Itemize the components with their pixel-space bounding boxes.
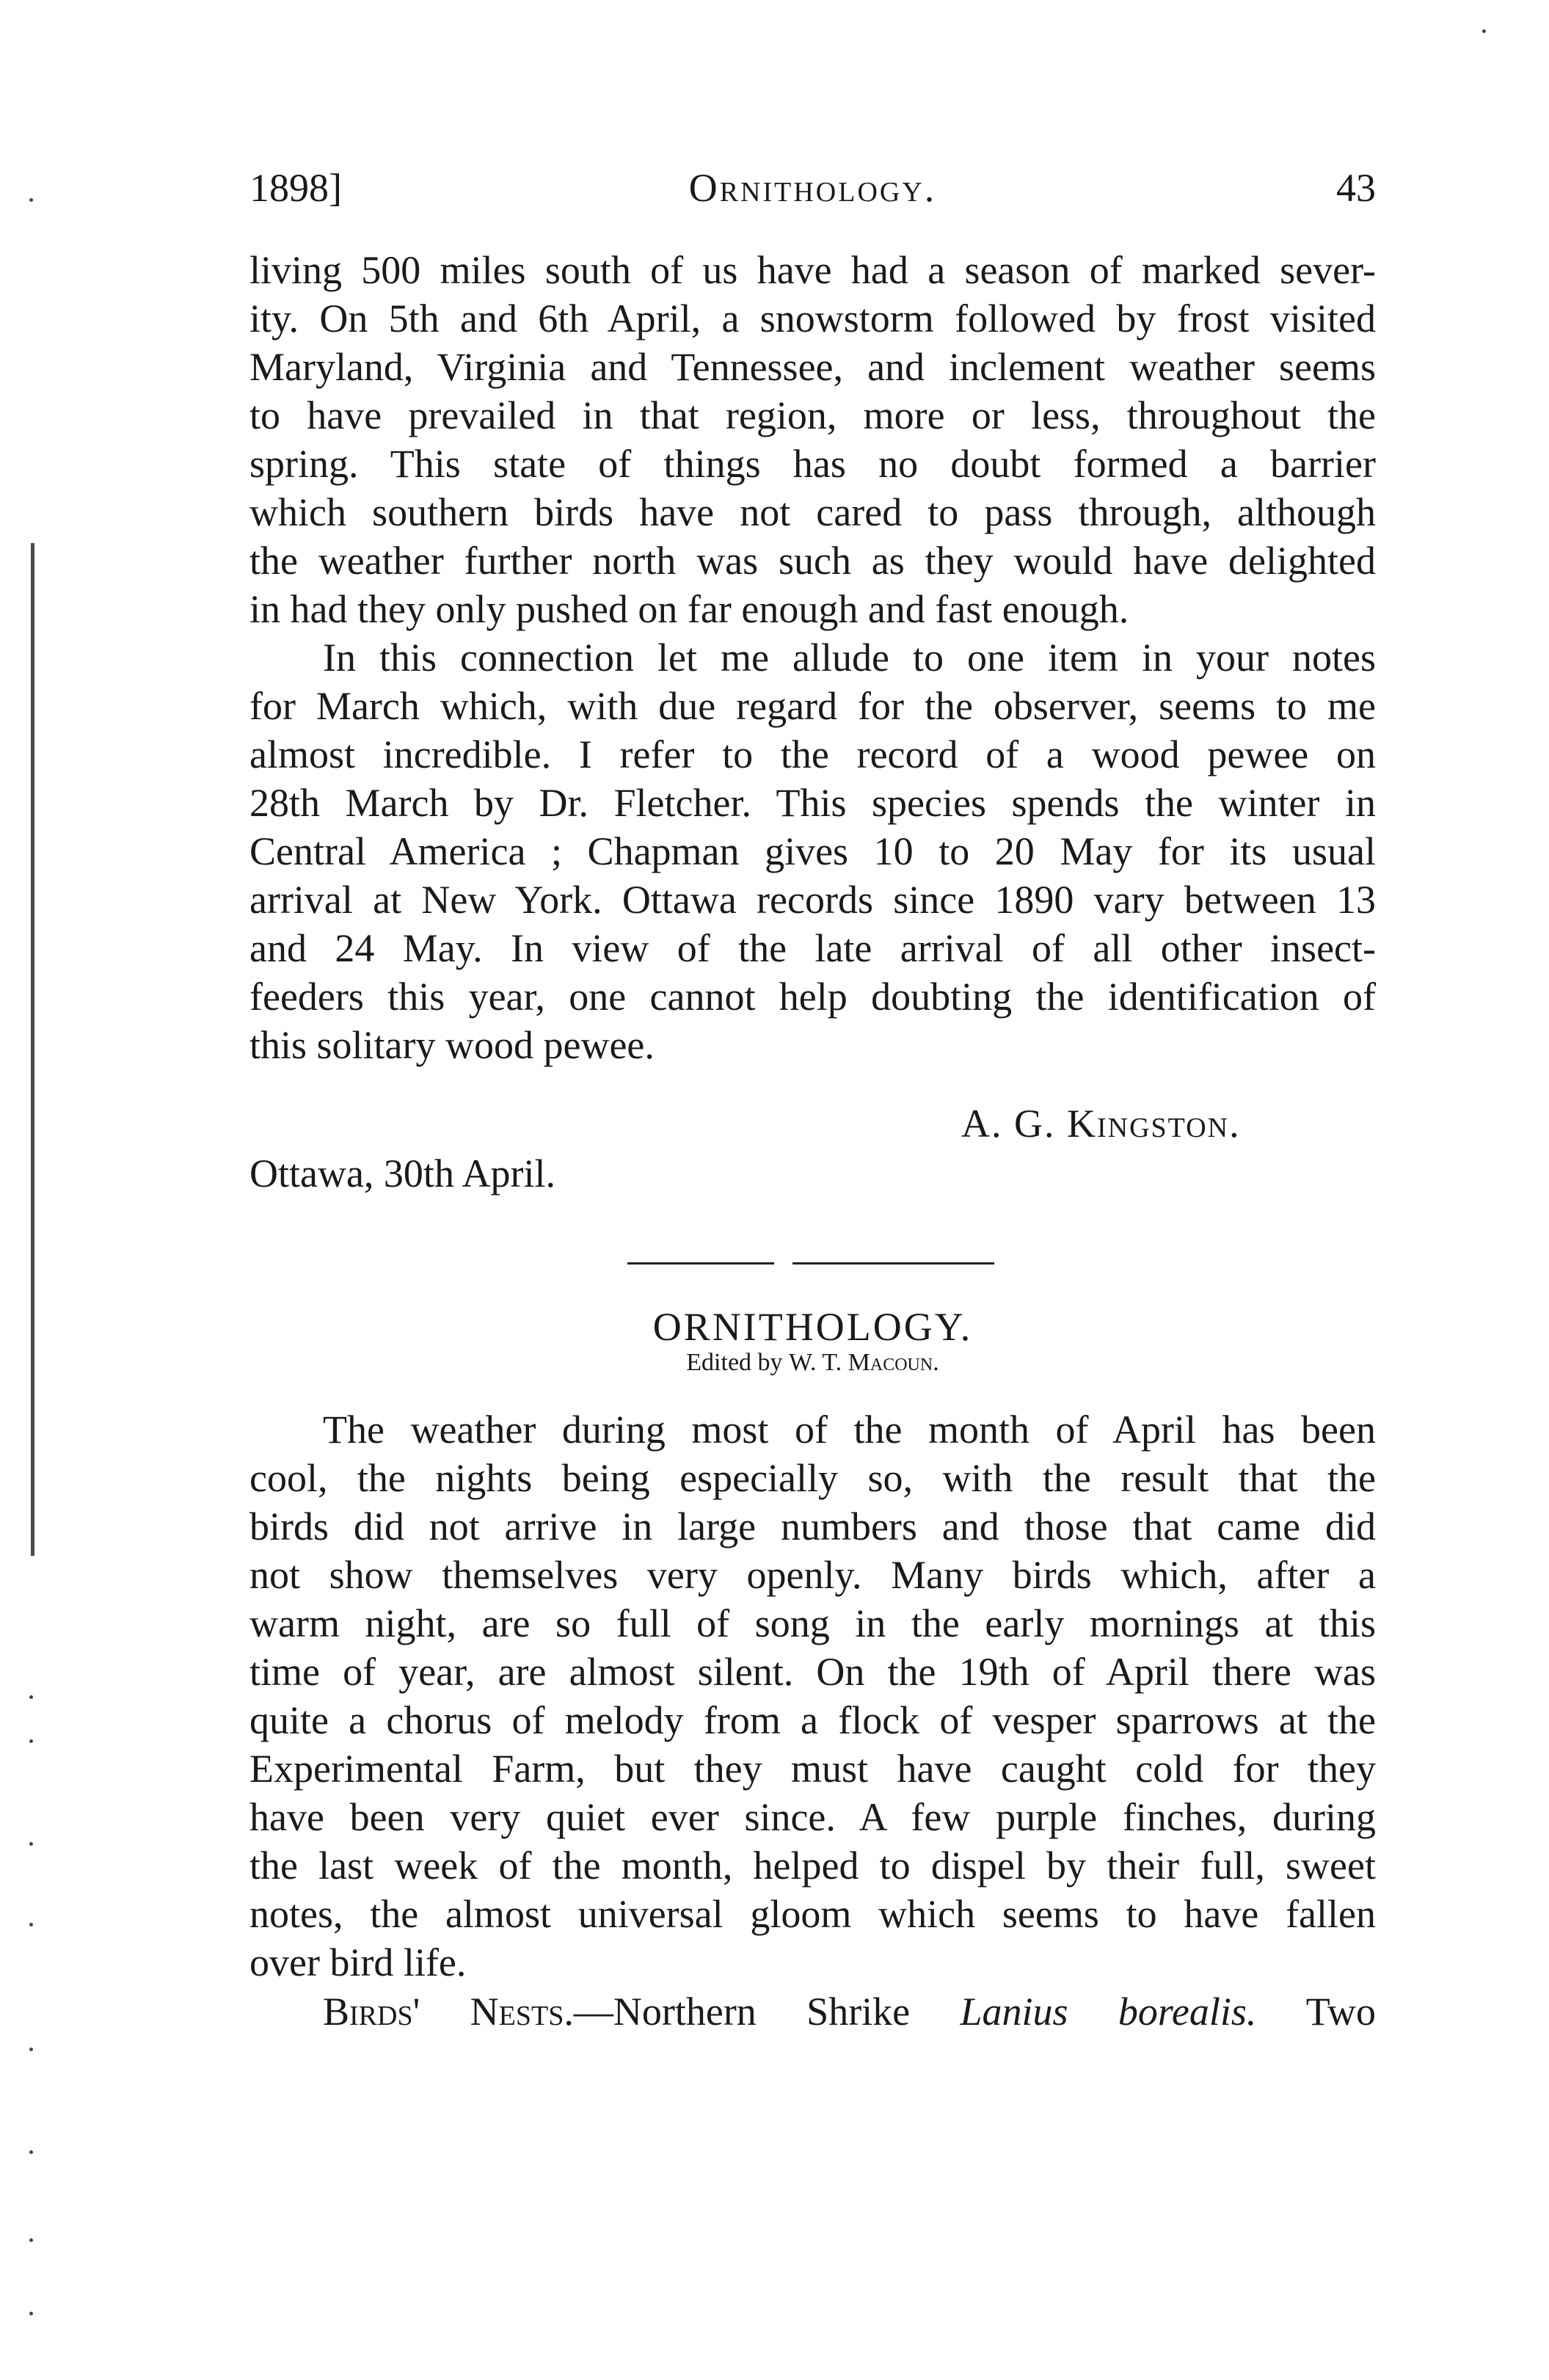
- binding-mark: [29, 1695, 33, 1699]
- text-line: Central America ; Chapman gives 10 to 20 May for its usual: [249, 829, 1376, 873]
- text-line: almost incredible. I refer to the record of a wood pewee on: [249, 732, 1376, 776]
- running-header: [249, 165, 1376, 224]
- binding-mark: [29, 1739, 33, 1743]
- binding-mark: [29, 1923, 33, 1926]
- editor-name: W. T. Macoun.: [789, 1349, 939, 1376]
- text-line: over bird life.: [249, 1940, 467, 1984]
- binding-mark: [29, 1842, 33, 1846]
- binding-edge: [31, 543, 34, 1556]
- text-line: Maryland, Virginia and Tennessee, and inclement weather seems: [249, 345, 1376, 389]
- text-line: quite a chorus of melody from a flock of vesper sparrows at the: [249, 1698, 1376, 1742]
- text-line: spring. This state of things has no doubt formed a barrier: [249, 442, 1376, 486]
- letter-paragraph-2: [249, 633, 1376, 1069]
- text-line: cool, the nights being especially so, with the result that the: [249, 1456, 1376, 1500]
- text-line: notes, the almost universal gloom which seems to have fallen: [249, 1892, 1376, 1936]
- letter-paragraph-1: [249, 246, 1376, 633]
- text-line: feeders this year, one cannot help doubting the identification of: [249, 975, 1376, 1019]
- article-paragraph-2: [249, 1987, 1376, 2036]
- editor-prefix: Edited by: [686, 1349, 790, 1376]
- letter-signature: A. G. Kingston.: [961, 1102, 1241, 1146]
- text-line: in had they only pushed on far enough and fast enough.: [249, 587, 1129, 631]
- binding-mark: [29, 2048, 33, 2051]
- text-line: time of year, are almost silent. On the 19th of April there was: [249, 1650, 1376, 1694]
- text-line: birds did not arrive in large numbers and those that came did: [249, 1504, 1376, 1549]
- paragraph-heading: Birds' Nests.: [323, 1990, 574, 2034]
- text-line: The weather during most of the month of April has been: [323, 1408, 1376, 1452]
- section-title: ORNITHOLOGY.: [652, 1305, 973, 1349]
- text-line: [249, 1987, 1376, 2036]
- text-line: warm night, are so full of song in the early mornings at this: [249, 1601, 1376, 1645]
- article-paragraph-1: [249, 1405, 1376, 1987]
- text-line: this solitary wood pewee.: [249, 1023, 655, 1067]
- paragraph-text: Two: [1256, 1990, 1376, 2034]
- page-number: 43: [1336, 166, 1376, 210]
- text-line: to have prevailed in that region, more or less, throughout the: [249, 393, 1376, 437]
- text-line: 28th March by Dr. Fletcher. This species spends the winter in: [249, 781, 1376, 825]
- text-line: have been very quiet ever since. A few purple finches, during: [249, 1795, 1376, 1839]
- text-line: for March which, with due regard for the observer, seems to me: [249, 684, 1376, 728]
- binding-mark: [1482, 29, 1486, 33]
- binding-mark: [29, 2312, 33, 2315]
- text-line: living 500 miles south of us have had a season of marked sever-: [249, 248, 1376, 292]
- text-line: the last week of the month, helped to dispel by their full, sweet: [249, 1844, 1376, 1888]
- binding-mark: [29, 2238, 33, 2242]
- paragraph-text: —Northern Shrike: [573, 1990, 961, 2034]
- header-title: Ornithology.: [688, 166, 937, 210]
- text-line: and 24 May. In view of the late arrival of all other insect-: [249, 926, 1376, 970]
- text-line: ity. On 5th and 6th April, a snowstorm followed by frost visited: [249, 296, 1376, 341]
- text-line: not show themselves very openly. Many birds which, after a: [249, 1553, 1376, 1597]
- latin-name: Lanius borealis.: [960, 1990, 1257, 2034]
- text-line: Experimental Farm, but they must have caught cold for they: [249, 1747, 1376, 1791]
- section-editor: [249, 1347, 1376, 1379]
- text-line: the weather further north was such as they would have delighted: [249, 539, 1376, 583]
- text-line: In this connection let me allude to one item in your notes: [323, 636, 1376, 680]
- binding-mark: [29, 2150, 33, 2154]
- binding-mark: [29, 198, 33, 202]
- header-year: 1898]: [249, 166, 342, 210]
- text-line: which southern birds have not cared to pass through, although: [249, 490, 1376, 534]
- letter-dateline: Ottawa, 30th April.: [249, 1151, 555, 1196]
- text-line: arrival at New York. Ottawa records since 1890 vary between 13: [249, 878, 1376, 922]
